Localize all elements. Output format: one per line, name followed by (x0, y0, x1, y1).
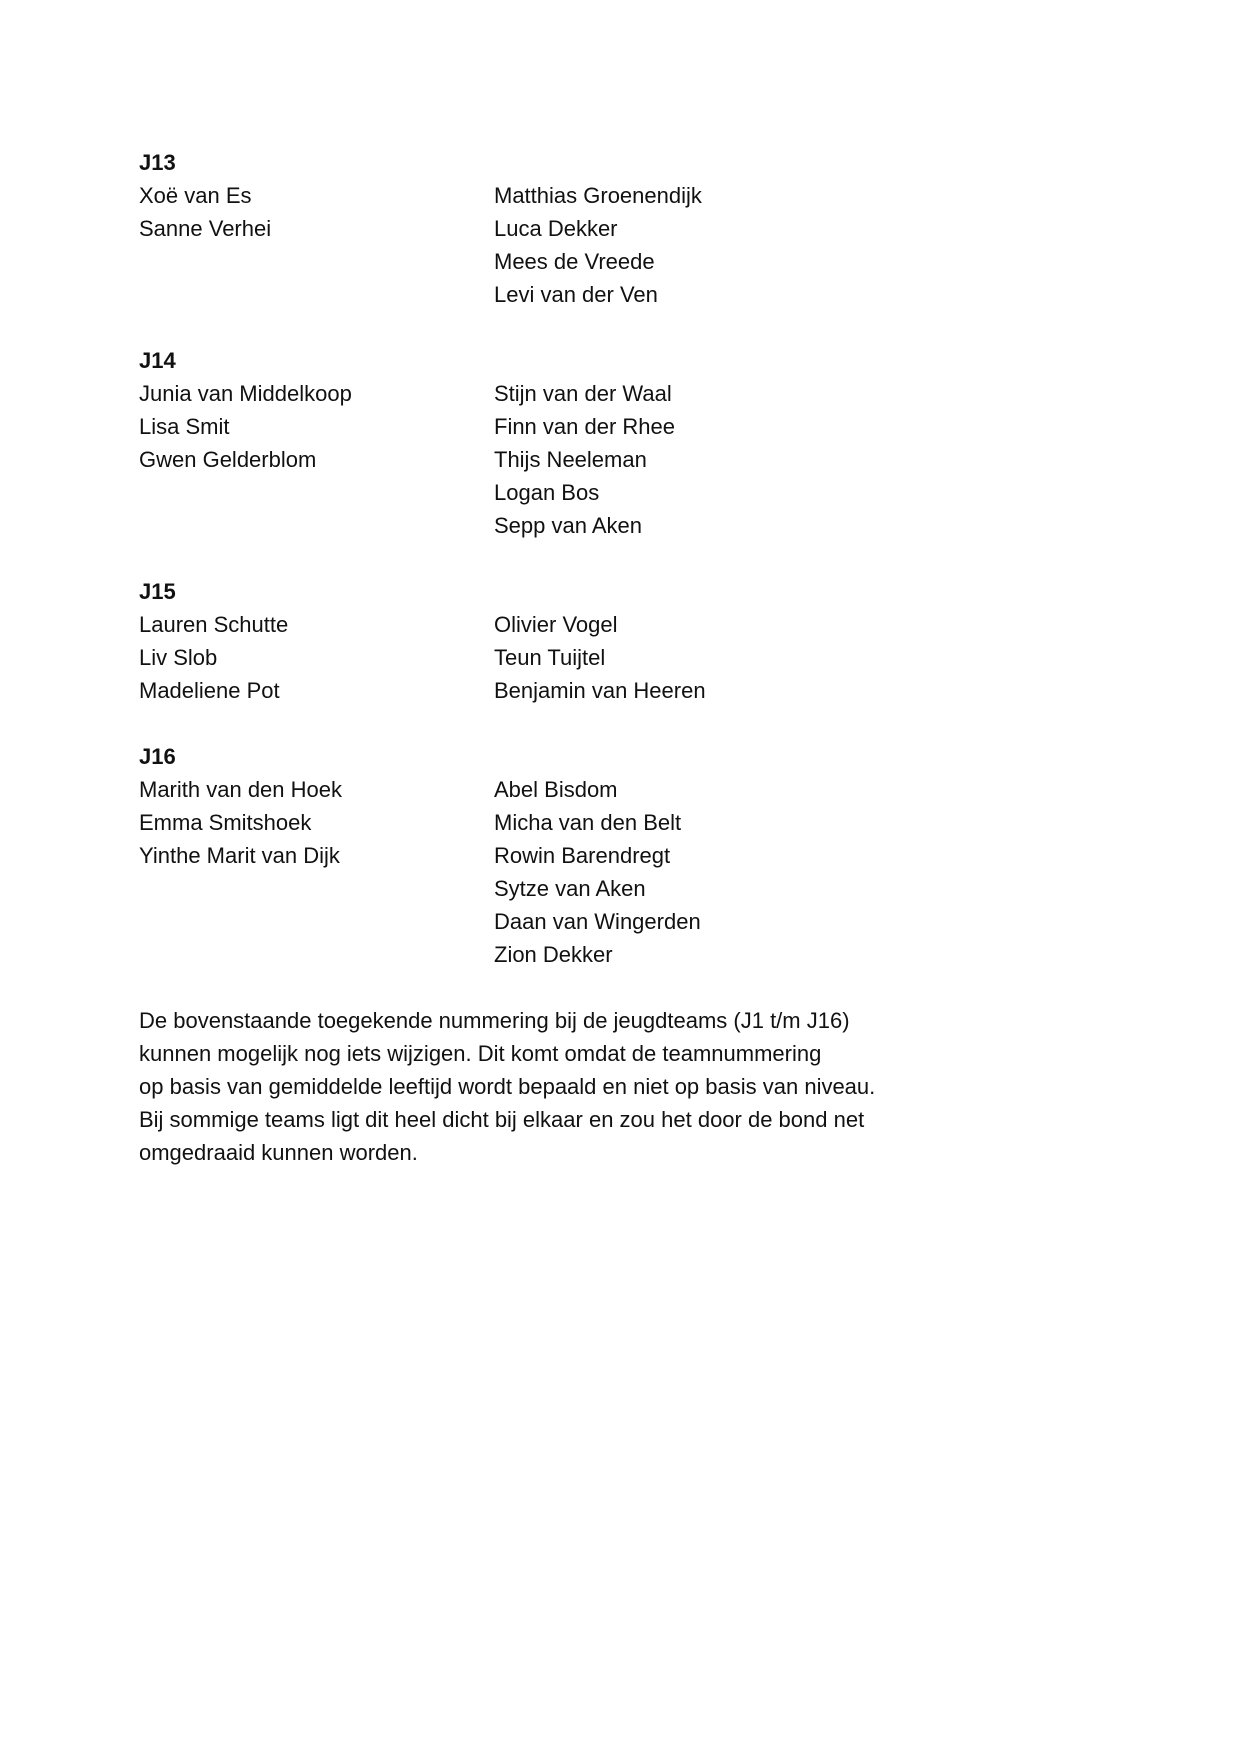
player-name: Emma Smitshoek (139, 810, 312, 835)
player-name: Marith van den Hoek (139, 777, 342, 802)
team-section-j13 (139, 146, 1099, 311)
player-name: Finn van der Rhee (494, 414, 675, 439)
team-columns (139, 608, 1099, 707)
right-column (494, 773, 944, 971)
player-name: Sanne Verhei (139, 216, 272, 241)
player-name: Abel Bisdom (494, 777, 618, 802)
player-name: Logan Bos (494, 480, 600, 505)
right-column (494, 377, 944, 542)
team-columns (139, 773, 1099, 971)
player-name: Xoë van Es (139, 183, 252, 208)
player-name: Zion Dekker (494, 942, 613, 967)
player-name: Olivier Vogel (494, 612, 618, 637)
player-name: Matthias Groenendijk (494, 183, 702, 208)
note-line: kunnen mogelijk nog iets wijzigen. Dit komt omdat de teamnummering (139, 1041, 822, 1066)
player-name: Sepp van Aken (494, 513, 643, 538)
player-name: Sytze van Aken (494, 876, 646, 901)
player-name: Stijn van der Waal (494, 381, 672, 406)
player-name: Madeliene Pot (139, 678, 280, 703)
team-section-j16 (139, 740, 1099, 971)
left-column (139, 773, 494, 971)
right-column (494, 608, 944, 707)
player-name: Micha van den Belt (494, 810, 682, 835)
team-columns (139, 377, 1099, 542)
player-name: Benjamin van Heeren (494, 678, 706, 703)
note-line: Bij sommige teams ligt dit heel dicht bij elkaar en zou het door de bond net (139, 1107, 865, 1132)
note-line: op basis van gemiddelde leeftijd wordt bepaald en niet op basis van niveau. (139, 1074, 876, 1099)
team-title: J13 (139, 150, 176, 175)
note-line: De bovenstaande toegekende nummering bij de jeugdteams (J1 t/m J16) (139, 1008, 850, 1033)
note-paragraph (139, 1004, 1099, 1169)
left-column (139, 179, 494, 311)
team-section-j14 (139, 344, 1099, 542)
team-section-j15 (139, 575, 1099, 707)
player-name: Daan van Wingerden (494, 909, 701, 934)
left-column (139, 608, 494, 707)
document-page (139, 146, 1099, 1169)
player-name: Liv Slob (139, 645, 218, 670)
player-name: Junia van Middelkoop (139, 381, 352, 406)
team-columns (139, 179, 1099, 311)
team-title: J15 (139, 579, 176, 604)
right-column (494, 179, 944, 311)
team-title: J14 (139, 348, 176, 373)
player-name: Lisa Smit (139, 414, 230, 439)
note-line: omgedraaid kunnen worden. (139, 1140, 418, 1165)
player-name: Luca Dekker (494, 216, 618, 241)
player-name: Lauren Schutte (139, 612, 289, 637)
player-name: Thijs Neeleman (494, 447, 647, 472)
left-column (139, 377, 494, 542)
player-name: Yinthe Marit van Dijk (139, 843, 340, 868)
player-name: Teun Tuijtel (494, 645, 606, 670)
player-name: Levi van der Ven (494, 282, 658, 307)
player-name: Mees de Vreede (494, 249, 655, 274)
team-title: J16 (139, 744, 176, 769)
player-name: Rowin Barendregt (494, 843, 671, 868)
player-name: Gwen Gelderblom (139, 447, 317, 472)
